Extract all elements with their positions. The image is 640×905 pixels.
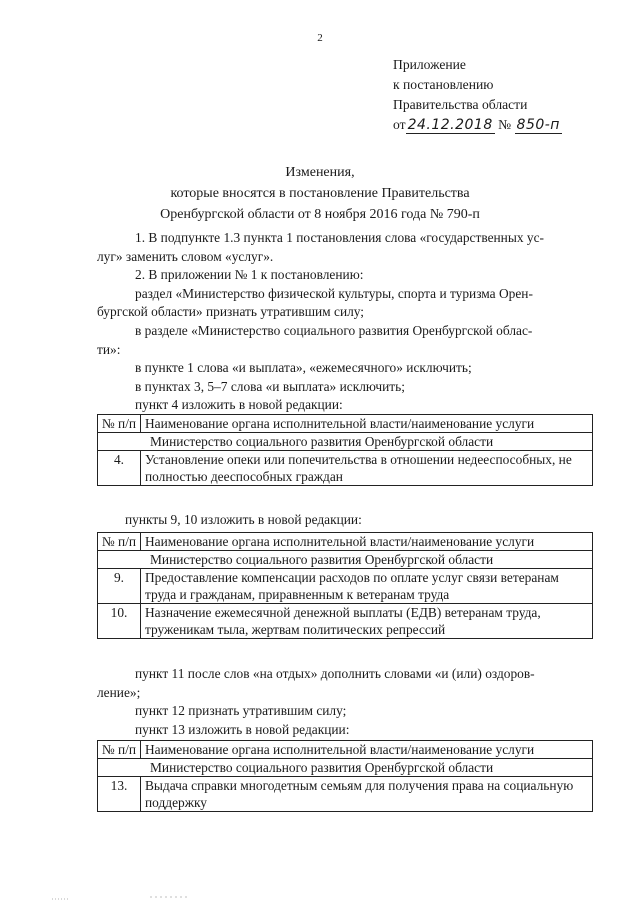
handwritten-date: 24.12.2018 <box>407 117 493 133</box>
row-num: 10. <box>98 604 141 639</box>
table-header-row <box>98 533 593 551</box>
table-row <box>98 451 593 486</box>
paragraph-1 <box>97 229 593 415</box>
table-item-13 <box>97 740 593 812</box>
ministry-name: Министерство социального развития Оренбургской области <box>98 551 593 569</box>
header-num: № п/п <box>98 533 141 551</box>
table-header-row <box>98 741 593 759</box>
paragraph-4-line1: в разделе «Министерство социального развития Оренбургской облас- <box>135 322 533 338</box>
number-label: № <box>498 117 512 132</box>
paragraph-2: 2. В приложении № 1 к постановлению: <box>135 267 364 283</box>
ministry-name: Министерство социального развития Оренбургской области <box>98 433 593 451</box>
paragraph-3-line2: бургской области» признать утратившим силу; <box>97 304 365 320</box>
paragraph-9-line1: пункт 11 после слов «на отдых» дополнить словами «и (или) оздоров- <box>135 666 535 681</box>
appendix-date-line <box>393 115 562 135</box>
header-num: № п/п <box>98 741 141 759</box>
appendix-line2: к постановлению <box>393 77 494 92</box>
table-row <box>98 604 593 639</box>
title-line1: Изменения, <box>285 165 355 180</box>
paragraph-9-line2: ление»; <box>97 684 141 700</box>
header-name: Наименование органа исполнительной власти/наименование услуги <box>141 741 593 759</box>
appendix-line1: Приложение <box>393 57 466 72</box>
page-number: 2 <box>317 32 323 44</box>
document-title <box>0 162 640 225</box>
table-item-4 <box>97 414 593 486</box>
ministry-name: Министерство социального развития Оренбургской области <box>98 759 593 777</box>
paragraph-9-11 <box>97 665 593 739</box>
ministry-row <box>98 551 593 569</box>
paragraph-8-wrap <box>97 511 593 530</box>
row-text: Назначение ежемесячной денежной выплаты (ЕДВ) ветеранам труда, труженикам тыла, жертвам политических репрессий <box>141 604 593 639</box>
paragraph-3-line1: раздел «Министерство физической культуры, спорта и туризма Орен- <box>135 285 533 301</box>
header-name: Наименование органа исполнительной власти/наименование услуги <box>141 533 593 551</box>
table-items-9-10 <box>97 532 593 639</box>
row-num: 9. <box>98 569 141 604</box>
paragraph-8: пункты 9, 10 изложить в новой редакции: <box>125 512 362 527</box>
scan-artifacts <box>0 893 640 905</box>
table-header-row <box>98 415 593 433</box>
paragraph-10: пункт 12 признать утратившим силу; <box>135 703 347 719</box>
header-num: № п/п <box>98 415 141 433</box>
from-label: от <box>393 117 406 132</box>
row-text: Предоставление компенсации расходов по оплате услуг связи ветеранам труда и гражданам, приравненным к ветеранам труда <box>141 569 593 604</box>
title-line3: Оренбургской области от 8 ноября 2016 года № 790-п <box>160 207 480 222</box>
ministry-row <box>98 759 593 777</box>
paragraph-1-line2: луг» заменить словом «услуг». <box>97 248 274 264</box>
paragraph-11: пункт 13 изложить в новой редакции: <box>135 721 350 737</box>
table-row <box>98 777 593 812</box>
paragraph-5: в пункте 1 слова «и выплата», «ежемесячного» исключить; <box>135 360 472 376</box>
row-text: Установление опеки или попечительства в отношении недееспособных, не полностью дееспособных граждан <box>141 451 593 486</box>
paragraph-6: в пунктах 3, 5–7 слова «и выплата» исключить; <box>135 378 405 394</box>
appendix-header <box>393 55 562 135</box>
paragraph-7: пункт 4 изложить в новой редакции: <box>135 397 343 413</box>
table-row <box>98 569 593 604</box>
row-text: Выдача справки многодетным семьям для получения права на социальную поддержку <box>141 777 593 812</box>
ministry-row <box>98 433 593 451</box>
appendix-line3: Правительства области <box>393 97 528 112</box>
paragraph-1-line1: 1. В подпункте 1.3 пункта 1 постановления слова «государственных ус- <box>135 230 544 245</box>
row-num: 13. <box>98 777 141 812</box>
row-num: 4. <box>98 451 141 486</box>
title-line2: которые вносятся в постановление Правительства <box>170 186 470 201</box>
handwritten-number: 850-п <box>516 117 560 133</box>
paragraph-4-line2: ти»: <box>97 341 121 357</box>
header-name: Наименование органа исполнительной власти/наименование услуги <box>141 415 593 433</box>
